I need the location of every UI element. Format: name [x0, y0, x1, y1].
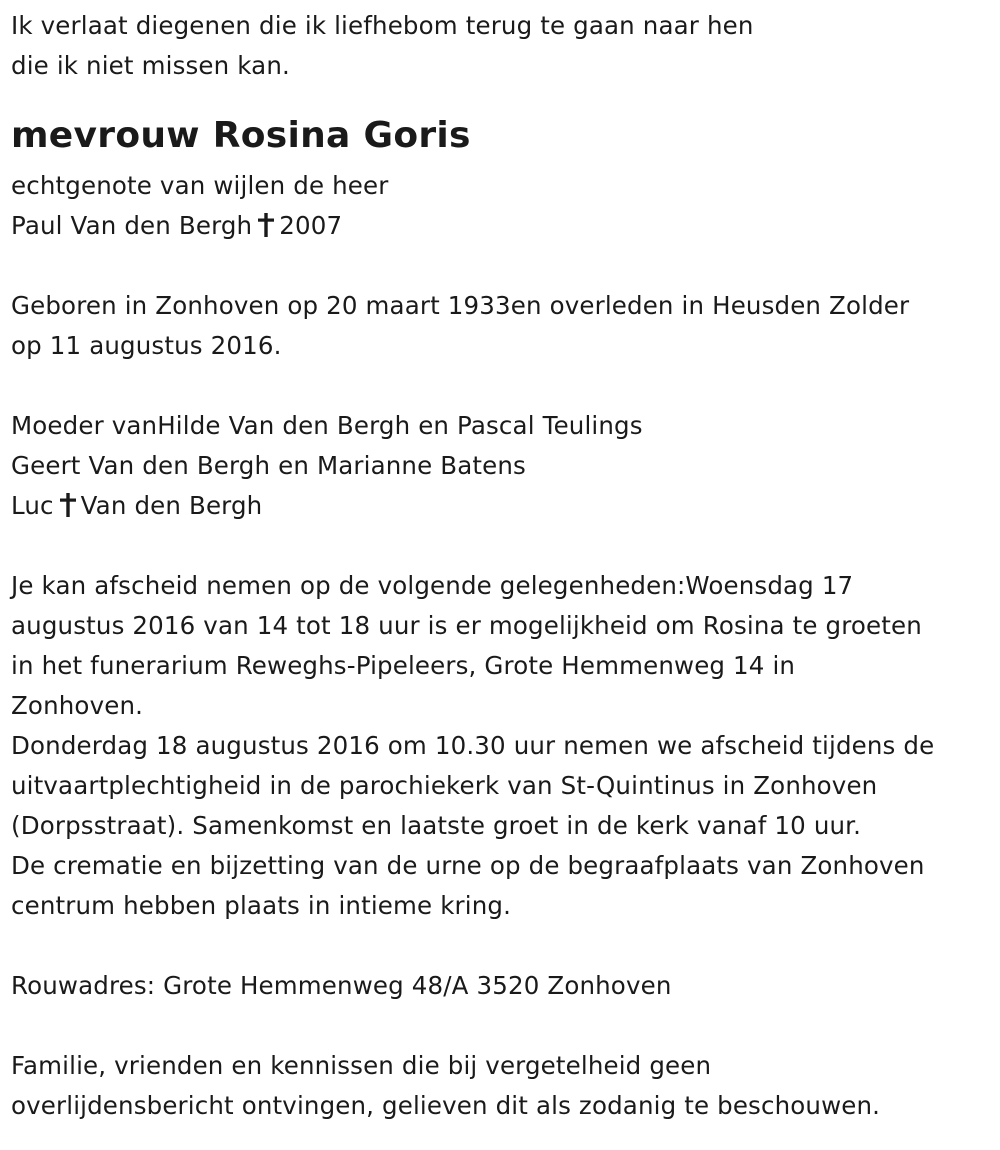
spacer [11, 926, 988, 966]
birth-death-line-2: op 11 augustus 2016. [11, 331, 282, 360]
spacer [11, 1006, 988, 1046]
spacer [11, 246, 988, 286]
motto [11, 6, 988, 86]
motto-line-2: die ik niet missen kan. [11, 51, 290, 80]
farewell-line: De crematie en bijzetting van de urne op de begraafplaats van Zonhoven [11, 851, 925, 880]
spouse-death-year: 2007 [279, 211, 343, 240]
latin-cross-icon [60, 493, 76, 517]
farewell-line: Zonhoven. [11, 691, 144, 720]
latin-cross-icon [258, 213, 274, 237]
spouse-line-2 [11, 206, 988, 246]
closing-line-2: overlijdensbericht ontvingen, gelieven dit als zodanig te beschouwen. [11, 1091, 881, 1120]
farewell-line: in het funerarium Reweghs-Pipeleers, Grote Hemmenweg 14 in [11, 651, 796, 680]
farewell-line: Donderdag 18 augustus 2016 om 10.30 uur nemen we afscheid tijdens de [11, 731, 935, 760]
children-block [11, 406, 988, 526]
birth-death-block [11, 286, 988, 366]
closing-line-1: Familie, vrienden en kennissen die bij vergetelheid geen [11, 1051, 712, 1080]
spacer [11, 366, 988, 406]
motto-line-1: Ik verlaat diegenen die ik liefhebom terug te gaan naar hen [11, 11, 754, 40]
deceased-name: mevrouw Rosina Goris [11, 115, 471, 156]
children-line-2: Geert Van den Bergh en Marianne Batens [11, 451, 526, 480]
farewell-line: (Dorpsstraat). Samenkomst en laatste groet in de kerk vanaf 10 uur. [11, 811, 862, 840]
mourning-address: Rouwadres: Grote Hemmenweg 48/A 3520 Zonhoven [11, 971, 672, 1000]
child-last-name: Van den Bergh [80, 491, 263, 520]
address-block [11, 966, 988, 1006]
farewell-line: Je kan afscheid nemen op de volgende gelegenheden:Woensdag 17 [11, 571, 854, 600]
spacer [11, 526, 988, 566]
children-line-3 [11, 486, 988, 526]
farewell-line: centrum hebben plaats in intieme kring. [11, 891, 512, 920]
farewell-line: augustus 2016 van 14 tot 18 uur is er mogelijkheid om Rosina te groeten [11, 611, 922, 640]
children-line-1: Moeder vanHilde Van den Bergh en Pascal Teulings [11, 411, 643, 440]
deceased-block [11, 112, 988, 246]
child-first-name: Luc [11, 491, 54, 520]
birth-death-line-1: Geboren in Zonhoven op 20 maart 1933en overleden in Heusden Zolder [11, 291, 910, 320]
farewell-line: uitvaartplechtigheid in de parochiekerk van St-Quintinus in Zonhoven [11, 771, 878, 800]
closing-block [11, 1046, 988, 1126]
farewell-block [11, 566, 988, 926]
spouse-line-1: echtgenote van wijlen de heer [11, 171, 389, 200]
spouse-name: Paul Van den Bergh [11, 211, 253, 240]
